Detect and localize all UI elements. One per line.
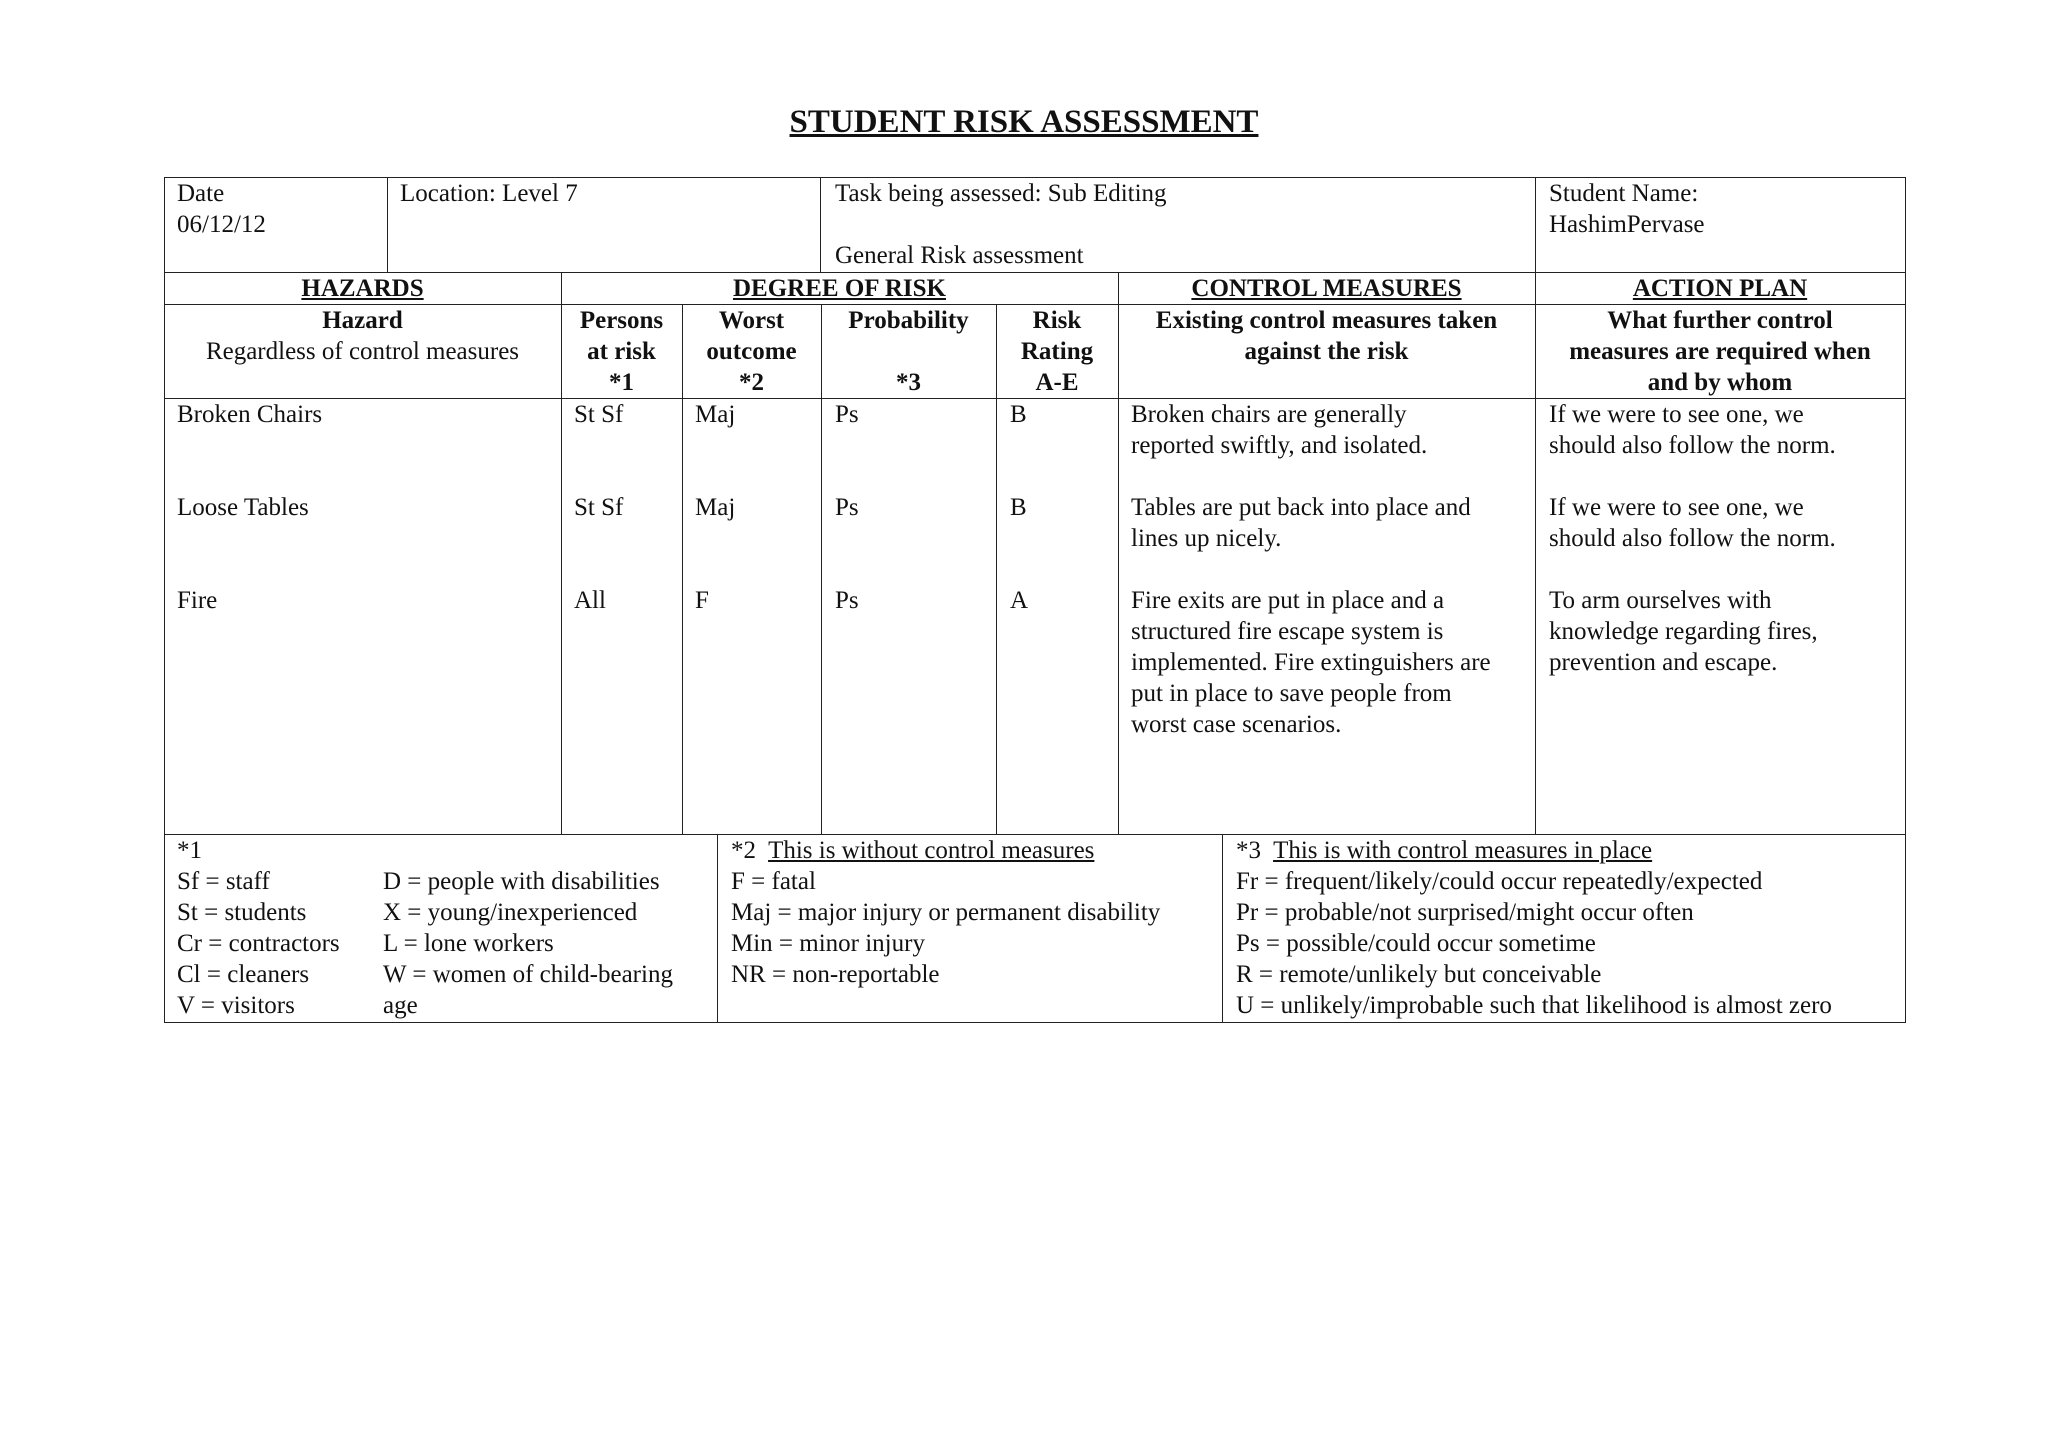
col-action-header: What further control measures are required when and by whom bbox=[1569, 307, 1871, 396]
legend-item: W = women of child-bearing bbox=[383, 961, 673, 988]
legend-key-1-left bbox=[177, 866, 382, 1021]
task-cell bbox=[835, 178, 1530, 271]
legend-key-3 bbox=[1236, 835, 1904, 1021]
legend-key-1-title: *1 bbox=[177, 837, 202, 864]
row-probability: Ps bbox=[835, 587, 859, 614]
header-vline-2 bbox=[820, 177, 821, 272]
legend-item: Min = minor injury bbox=[731, 930, 925, 957]
legend-item: Cl = cleaners bbox=[177, 961, 310, 988]
legend-item: R = remote/unlikely but conceivable bbox=[1236, 961, 1602, 988]
legend-item: Sf = staff bbox=[177, 868, 270, 895]
col-control-header: Existing control measures taken against the risk bbox=[1155, 307, 1498, 365]
legend-key-1-right bbox=[383, 866, 715, 1021]
legend-key-3-title: This is with control measures in place bbox=[1273, 837, 1653, 864]
legend-key-2 bbox=[731, 835, 1219, 990]
col-probability-header: Probability *3 bbox=[848, 307, 969, 396]
row-worst: F bbox=[695, 587, 709, 614]
row-hazard: Loose Tables bbox=[177, 494, 309, 521]
header-vline-1 bbox=[387, 177, 388, 272]
row-rating: A bbox=[1010, 587, 1029, 614]
task-label: Task being assessed: Sub Editing bbox=[835, 180, 1167, 207]
row-action: If we were to see one, we should also follow the norm. bbox=[1549, 401, 1836, 459]
legend-item: Fr = frequent/likely/could occur repeatedly/expected bbox=[1236, 868, 1763, 895]
student-label: Student Name: bbox=[1549, 180, 1699, 207]
legend-key-3-heading bbox=[1236, 835, 1904, 866]
legend-item: V = visitors bbox=[177, 992, 295, 1019]
row-rating: B bbox=[1010, 401, 1027, 428]
col-hazard-header bbox=[164, 305, 561, 367]
section-hazards: HAZARDS bbox=[301, 275, 424, 302]
row-persons: St Sf bbox=[574, 401, 624, 428]
legend-item: L = lone workers bbox=[383, 930, 554, 957]
legend-item: Maj = major injury or permanent disability bbox=[731, 899, 1161, 926]
row-control: Fire exits are put in place and a structured fire escape system is implemented. Fire extinguishers are put in place to save people from worst case scenarios. bbox=[1131, 587, 1491, 738]
legend-key-2-heading bbox=[731, 835, 1219, 866]
location-cell: Location: Level 7 bbox=[400, 180, 578, 207]
legend-item: age bbox=[383, 992, 418, 1019]
legend-item: D = people with disabilities bbox=[383, 868, 660, 895]
page-title: STUDENT RISK ASSESSMENT bbox=[789, 104, 1259, 140]
row-hazard: Fire bbox=[177, 587, 218, 614]
row-rating: B bbox=[1010, 494, 1027, 521]
legend-vline-1 bbox=[717, 834, 718, 1022]
legend-key-2-title: This is without control measures bbox=[768, 837, 1095, 864]
col-rating-header: Risk Rating A-E bbox=[1020, 307, 1094, 396]
legend-item: Pr = probable/not surprised/might occur often bbox=[1236, 899, 1694, 926]
legend-item: U = unlikely/improbable such that likelihood is almost zero bbox=[1236, 992, 1832, 1019]
student-value: HashimPervase bbox=[1549, 211, 1705, 238]
section-action-plan: ACTION PLAN bbox=[1632, 275, 1808, 302]
row-hazard: Broken Chairs bbox=[177, 401, 323, 428]
col-worst-header: Worst outcome *2 bbox=[706, 307, 797, 396]
row-action: If we were to see one, we should also follow the norm. bbox=[1549, 494, 1836, 552]
legend-item: Ps = possible/could occur sometime bbox=[1236, 930, 1596, 957]
row-control: Tables are put back into place and lines up nicely. bbox=[1131, 494, 1471, 552]
row-probability: Ps bbox=[835, 494, 859, 521]
section-degree-of-risk: DEGREE OF RISK bbox=[732, 275, 946, 302]
legend-item: St = students bbox=[177, 899, 307, 926]
legend-vline-2 bbox=[1222, 834, 1223, 1022]
legend-item: X = young/inexperienced bbox=[383, 899, 638, 926]
section-control-measures: CONTROL MEASURES bbox=[1191, 275, 1462, 302]
table-border-bottom bbox=[164, 1022, 1906, 1023]
row-persons: All bbox=[574, 587, 606, 614]
date-cell bbox=[177, 178, 382, 240]
legend-item: F = fatal bbox=[731, 868, 816, 895]
row-probability: Ps bbox=[835, 401, 859, 428]
legend-key-2-prefix: *2 bbox=[731, 837, 756, 864]
legend-key-3-prefix: *3 bbox=[1236, 837, 1261, 864]
student-cell bbox=[1549, 178, 1899, 240]
row-worst: Maj bbox=[695, 494, 736, 521]
row-action: To arm ourselves with knowledge regarding fires, prevention and escape. bbox=[1549, 587, 1818, 676]
row-worst: Maj bbox=[695, 401, 736, 428]
legend-item: Cr = contractors bbox=[177, 930, 340, 957]
legend-item: NR = non-reportable bbox=[731, 961, 940, 988]
row-control: Broken chairs are generally reported swiftly, and isolated. bbox=[1131, 401, 1428, 459]
col-persons-header: Persons at risk *1 bbox=[579, 307, 664, 396]
row-persons: St Sf bbox=[574, 494, 624, 521]
col-hazard-title: Hazard bbox=[322, 307, 403, 334]
date-label: Date bbox=[177, 180, 225, 207]
col-hazard-sub: Regardless of control measures bbox=[205, 338, 520, 365]
task-sub: General Risk assessment bbox=[835, 242, 1084, 269]
date-value: 06/12/12 bbox=[177, 211, 266, 238]
table-border-right bbox=[1905, 177, 1906, 1022]
